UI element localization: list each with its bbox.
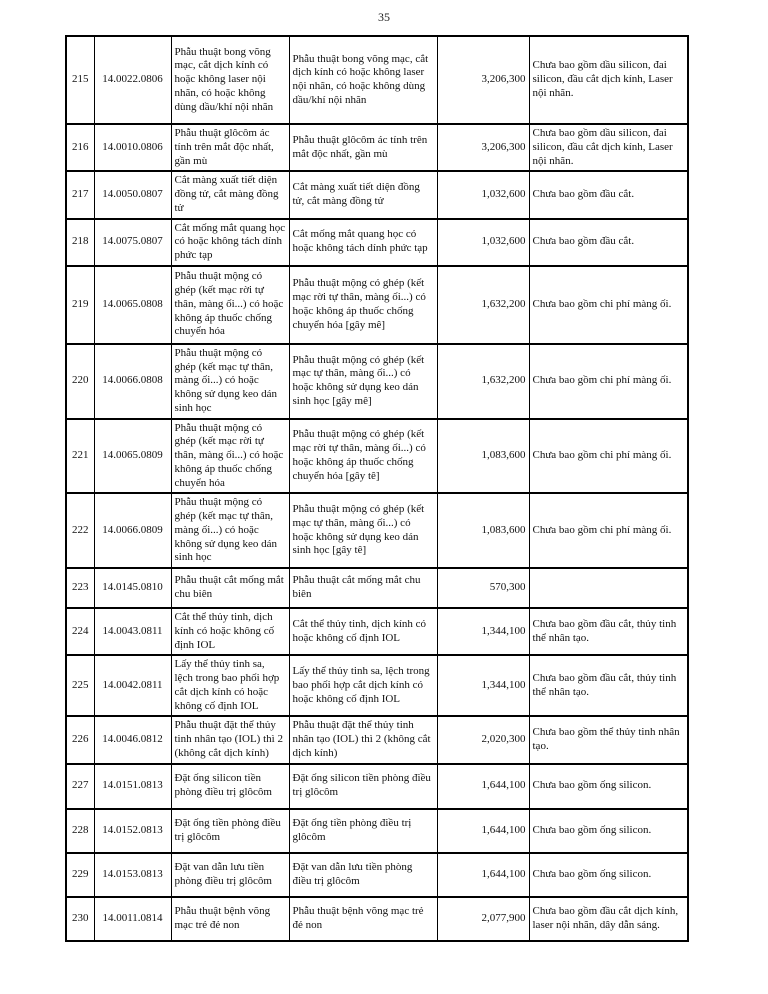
- row-number-cell: 215: [66, 36, 94, 124]
- note-cell: Chưa bao gồm ống silicon.: [529, 853, 688, 897]
- note-cell: Chưa bao gồm dầu silicon, đai silicon, đầu cắt dịch kính, Laser nội nhãn.: [529, 124, 688, 171]
- page-number: 35: [378, 10, 390, 24]
- service-name-cell: Đặt van dẫn lưu tiền phòng điều trị glôcôm: [171, 853, 289, 897]
- table-row: [66, 716, 688, 763]
- service-name-cell: Phẫu thuật mộng có ghép (kết mạc tự thân, màng ối...) có hoặc không sử dụng keo dán sinh học: [171, 344, 289, 419]
- price-cell: 1,644,100: [437, 764, 529, 809]
- service-name-cell: Phẫu thuật đặt thể thủy tinh nhân tạo (IOL) thì 2 (không cắt dịch kính): [171, 716, 289, 763]
- price-cell: 1,083,600: [437, 419, 529, 494]
- price-cell: 3,206,300: [437, 124, 529, 171]
- service-name-detail-cell: Phẫu thuật mộng có ghép (kết mạc rời tự thân, màng ối...) có hoặc không áp thuốc chống chuyển hóa [gây mê]: [289, 266, 437, 344]
- table-row: [66, 219, 688, 266]
- service-name-cell: Cắt thể thủy tinh, dịch kính có hoặc không cố định IOL: [171, 608, 289, 655]
- price-cell: 2,077,900: [437, 897, 529, 941]
- service-name-detail-cell: Phẫu thuật mộng có ghép (kết mạc rời tự thân, màng ối...) có hoặc không áp thuốc chống chuyển hóa [gây tê]: [289, 419, 437, 494]
- table-row: [66, 266, 688, 344]
- service-name-detail-cell: Phẫu thuật mộng có ghép (kết mạc tự thân, màng ối...) có hoặc không sử dụng keo dán sinh học [gây tê]: [289, 493, 437, 568]
- price-cell: 2,020,300: [437, 716, 529, 763]
- service-code-cell: 14.0042.0811: [94, 655, 171, 716]
- service-name-detail-cell: Cắt mống mắt quang học có hoặc không tách dính phức tạp: [289, 219, 437, 266]
- row-number-cell: 223: [66, 568, 94, 608]
- service-name-detail-cell: Đặt van dẫn lưu tiền phòng điều trị glôcôm: [289, 853, 437, 897]
- note-cell: Chưa bao gồm chi phí màng ối.: [529, 493, 688, 568]
- service-code-cell: 14.0145.0810: [94, 568, 171, 608]
- service-code-cell: 14.0075.0807: [94, 219, 171, 266]
- price-cell: 1,032,600: [437, 171, 529, 218]
- note-cell: Chưa bao gồm chi phí màng ối.: [529, 419, 688, 494]
- price-cell: 1,644,100: [437, 853, 529, 897]
- service-code-cell: 14.0046.0812: [94, 716, 171, 763]
- note-cell: Chưa bao gồm ống silicon.: [529, 809, 688, 853]
- row-number-cell: 227: [66, 764, 94, 809]
- service-table-body: [66, 36, 688, 941]
- service-name-detail-cell: Phẫu thuật đặt thể thủy tinh nhân tạo (IOL) thì 2 (không cắt dịch kính): [289, 716, 437, 763]
- row-number-cell: 219: [66, 266, 94, 344]
- row-number-cell: 220: [66, 344, 94, 419]
- service-code-cell: 14.0022.0806: [94, 36, 171, 124]
- note-cell: Chưa bao gồm ống silicon.: [529, 764, 688, 809]
- service-name-cell: Phẫu thuật glôcôm ác tính trên mắt độc nhất, gần mù: [171, 124, 289, 171]
- service-name-detail-cell: Cắt màng xuất tiết diện đồng tử, cắt màng đồng tử: [289, 171, 437, 218]
- note-cell: Chưa bao gồm đầu cắt, thủy tinh thể nhân tạo.: [529, 655, 688, 716]
- service-code-cell: 14.0065.0808: [94, 266, 171, 344]
- service-code-cell: 14.0151.0813: [94, 764, 171, 809]
- table-row: [66, 809, 688, 853]
- service-name-cell: Cắt màng xuất tiết diện đồng tử, cắt màng đồng tử: [171, 171, 289, 218]
- service-name-cell: Phẫu thuật bong võng mạc, cắt dịch kính có hoặc không laser nội nhãn, có hoặc không dùng dầu/khí nội nhãn: [171, 36, 289, 124]
- service-name-detail-cell: Phẫu thuật mộng có ghép (kết mạc tự thân, màng ối...) có hoặc không sử dụng keo dán sinh học [gây mê]: [289, 344, 437, 419]
- note-cell: Chưa bao gồm thể thủy tinh nhân tạo.: [529, 716, 688, 763]
- price-cell: 1,632,200: [437, 266, 529, 344]
- price-cell: 1,644,100: [437, 809, 529, 853]
- price-cell: 1,032,600: [437, 219, 529, 266]
- table-row: [66, 124, 688, 171]
- row-number-cell: 226: [66, 716, 94, 763]
- service-name-cell: Phẫu thuật bệnh võng mạc trẻ đẻ non: [171, 897, 289, 941]
- service-code-cell: 14.0152.0813: [94, 809, 171, 853]
- price-cell: 1,344,100: [437, 608, 529, 655]
- note-cell: [529, 568, 688, 608]
- row-number-cell: 224: [66, 608, 94, 655]
- service-code-cell: 14.0153.0813: [94, 853, 171, 897]
- service-name-detail-cell: Đặt ống tiền phòng điều trị glôcôm: [289, 809, 437, 853]
- note-cell: Chưa bao gồm đầu cắt.: [529, 219, 688, 266]
- row-number-cell: 216: [66, 124, 94, 171]
- row-number-cell: 230: [66, 897, 94, 941]
- service-name-cell: Lấy thể thủy tinh sa, lệch trong bao phối hợp cắt dịch kính có hoặc không cố định IOL: [171, 655, 289, 716]
- service-code-cell: 14.0043.0811: [94, 608, 171, 655]
- table-row: [66, 344, 688, 419]
- table-row: [66, 493, 688, 568]
- row-number-cell: 228: [66, 809, 94, 853]
- service-code-cell: 14.0066.0808: [94, 344, 171, 419]
- row-number-cell: 218: [66, 219, 94, 266]
- table-row: [66, 853, 688, 897]
- table-row: [66, 655, 688, 716]
- table-row: [66, 764, 688, 809]
- row-number-cell: 225: [66, 655, 94, 716]
- table-row: [66, 36, 688, 124]
- service-code-cell: 14.0066.0809: [94, 493, 171, 568]
- service-code-cell: 14.0010.0806: [94, 124, 171, 171]
- price-cell: 1,632,200: [437, 344, 529, 419]
- table-row: [66, 608, 688, 655]
- service-code-cell: 14.0050.0807: [94, 171, 171, 218]
- service-name-cell: Phẫu thuật cắt mống mắt chu biên: [171, 568, 289, 608]
- service-name-detail-cell: Đặt ống silicon tiền phòng điều trị glôcôm: [289, 764, 437, 809]
- price-cell: 570,300: [437, 568, 529, 608]
- price-cell: 1,083,600: [437, 493, 529, 568]
- note-cell: Chưa bao gồm đầu cắt, thủy tinh thể nhân tạo.: [529, 608, 688, 655]
- service-name-detail-cell: Cắt thể thủy tinh, dịch kính có hoặc không cố định IOL: [289, 608, 437, 655]
- service-name-cell: Đặt ống tiền phòng điều trị glôcôm: [171, 809, 289, 853]
- service-name-cell: Phẫu thuật mộng có ghép (kết mạc rời tự thân, màng ối...) có hoặc không áp thuốc chống chuyển hóa: [171, 266, 289, 344]
- price-cell: 3,206,300: [437, 36, 529, 124]
- row-number-cell: 221: [66, 419, 94, 494]
- service-name-detail-cell: Phẫu thuật glôcôm ác tính trên mắt độc nhất, gần mù: [289, 124, 437, 171]
- service-name-cell: Đặt ống silicon tiền phòng điều trị glôcôm: [171, 764, 289, 809]
- service-code-cell: 14.0065.0809: [94, 419, 171, 494]
- service-name-detail-cell: Phẫu thuật cắt mống mắt chu biên: [289, 568, 437, 608]
- service-name-detail-cell: Lấy thể thủy tinh sa, lệch trong bao phối hợp cắt dịch kính có hoặc không cố định IOL: [289, 655, 437, 716]
- note-cell: Chưa bao gồm chi phí màng ối.: [529, 266, 688, 344]
- service-name-cell: Phẫu thuật mộng có ghép (kết mạc tự thân, màng ối...) có hoặc không sử dụng keo dán sinh học: [171, 493, 289, 568]
- table-row: [66, 897, 688, 941]
- price-cell: 1,344,100: [437, 655, 529, 716]
- note-cell: Chưa bao gồm đầu cắt dịch kính, laser nội nhãn, dây dẫn sáng.: [529, 897, 688, 941]
- row-number-cell: 217: [66, 171, 94, 218]
- table-row: [66, 568, 688, 608]
- service-name-cell: Phẫu thuật mộng có ghép (kết mạc rời tự thân, màng ối...) có hoặc không áp thuốc chống chuyển hóa: [171, 419, 289, 494]
- row-number-cell: 222: [66, 493, 94, 568]
- service-code-cell: 14.0011.0814: [94, 897, 171, 941]
- note-cell: Chưa bao gồm dầu silicon, đai silicon, đầu cắt dịch kính, Laser nội nhãn.: [529, 36, 688, 124]
- table-row: [66, 419, 688, 494]
- row-number-cell: 229: [66, 853, 94, 897]
- service-name-cell: Cắt mống mắt quang học có hoặc không tách dính phức tạp: [171, 219, 289, 266]
- service-price-table: [65, 35, 689, 942]
- service-name-detail-cell: Phẫu thuật bệnh võng mạc trẻ đẻ non: [289, 897, 437, 941]
- table-row: [66, 171, 688, 218]
- service-name-detail-cell: Phẫu thuật bong võng mạc, cắt dịch kính có hoặc không laser nội nhãn, có hoặc không dùng dầu/khí nội nhãn: [289, 36, 437, 124]
- note-cell: Chưa bao gồm chi phí màng ối.: [529, 344, 688, 419]
- note-cell: Chưa bao gồm đầu cắt.: [529, 171, 688, 218]
